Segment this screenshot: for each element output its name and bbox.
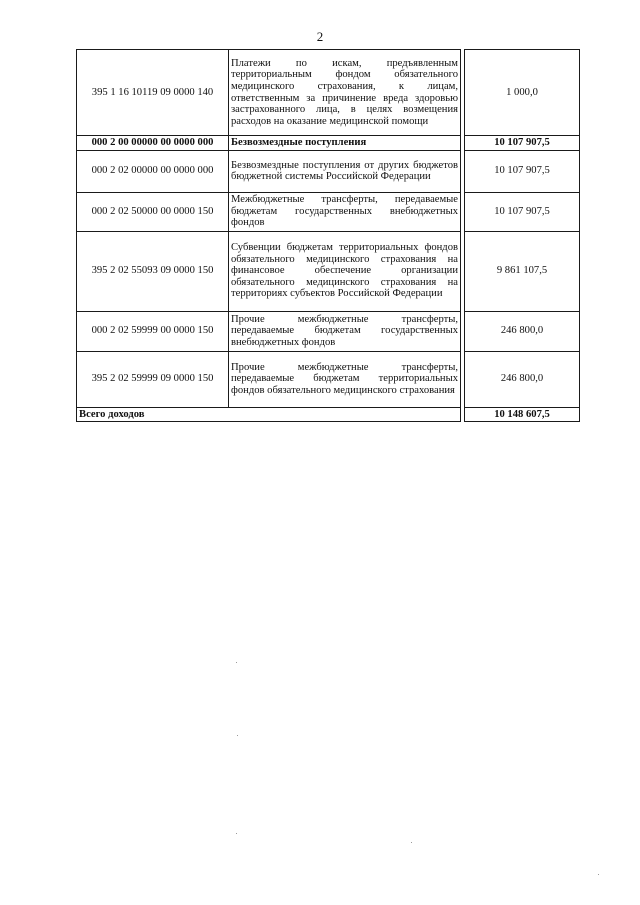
table-row	[77, 136, 580, 151]
income-amount: 1 000,0	[465, 50, 580, 136]
budget-code: 000 2 02 00000 00 0000 000	[77, 150, 229, 192]
table-row	[77, 231, 580, 311]
table-row	[77, 192, 580, 231]
budget-code: 000 2 00 00000 00 0000 000	[77, 136, 229, 151]
income-name: Субвенции бюджетам территориальных фондов обязательного медицинского страхования на финансовое обеспечение организации обязательного медицинского страхования на территориях субъектов Российской Федерации	[229, 231, 461, 311]
budget-code: 395 1 16 10119 09 0000 140	[77, 50, 229, 136]
budget-code: 000 2 02 59999 00 0000 150	[77, 311, 229, 351]
income-amount: 10 107 907,5	[465, 192, 580, 231]
income-amount: 9 861 107,5	[465, 231, 580, 311]
income-amount: 246 800,0	[465, 311, 580, 351]
table-row	[77, 351, 580, 407]
page-number: 2	[316, 29, 324, 44]
income-amount: 10 107 907,5	[465, 136, 580, 151]
budget-code: 395 2 02 55093 09 0000 150	[77, 231, 229, 311]
total-row	[77, 407, 580, 422]
income-name: Платежи по искам, предъявленным территориальным фондом обязательного медицинского страхования, к лицам, ответственным за причинение вреда здоровью застрахованного лица, в целях возмещения расходов на оказание медицинской помощи	[229, 50, 461, 136]
table-row	[77, 150, 580, 192]
revenue-table	[76, 49, 580, 422]
income-name: Безвозмездные поступления от других бюджетов бюджетной системы Российской Федерации	[229, 150, 461, 192]
income-name: Межбюджетные трансферты, передаваемые бюджетам государственных внебюджетных фондов	[229, 192, 461, 231]
budget-code: 395 2 02 59999 09 0000 150	[77, 351, 229, 407]
income-name: Безвозмездные поступления	[229, 136, 461, 151]
income-name: Прочие межбюджетные трансферты, передаваемые бюджетам территориальных фондов обязательного медицинского страхования	[229, 351, 461, 407]
budget-code: 000 2 02 50000 00 0000 150	[77, 192, 229, 231]
income-name: Прочие межбюджетные трансферты, передаваемые бюджетам государственных внебюджетных фондов	[229, 311, 461, 351]
table-row	[77, 50, 580, 136]
income-amount: 246 800,0	[465, 351, 580, 407]
income-amount: 10 107 907,5	[465, 150, 580, 192]
total-label: Всего доходов	[77, 407, 461, 422]
total-amount: 10 148 607,5	[465, 407, 580, 422]
table-row	[77, 311, 580, 351]
